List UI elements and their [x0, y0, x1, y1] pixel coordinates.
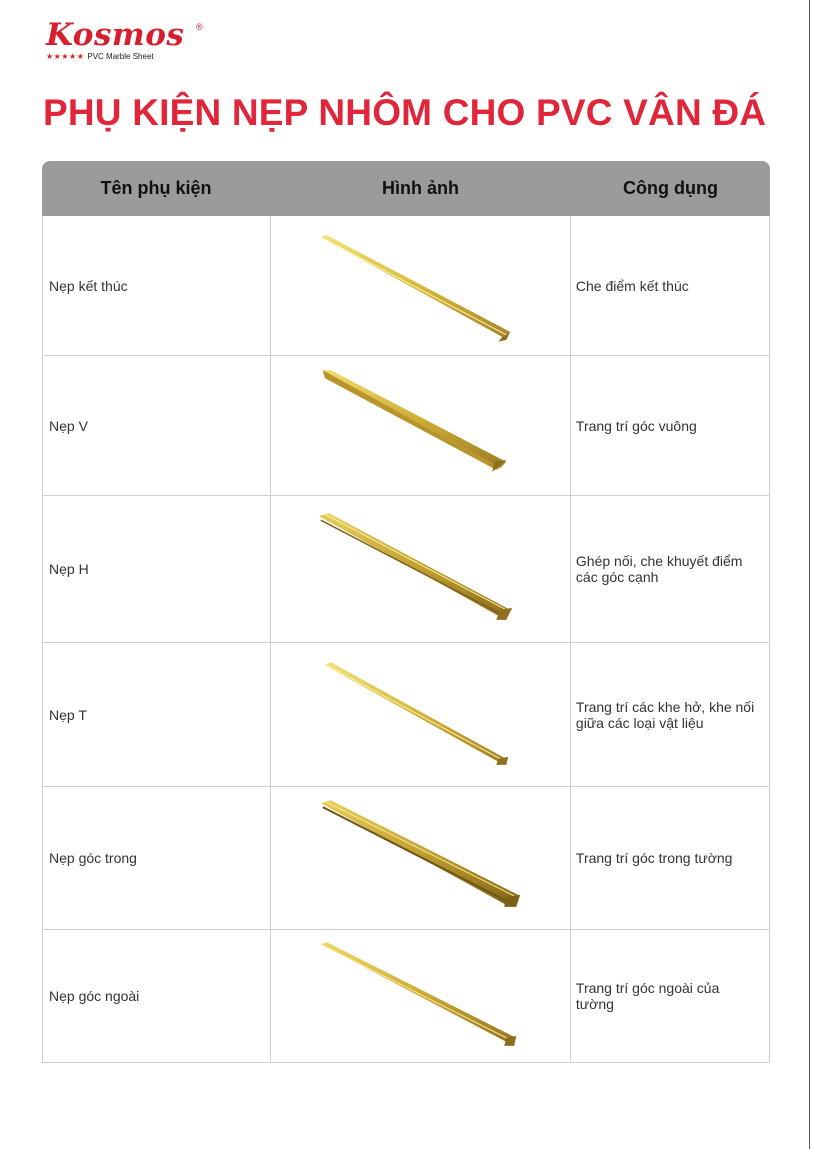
registered-mark: ® [196, 22, 203, 32]
gold-outer-corner-profile-icon [271, 930, 570, 1062]
star-rating-icon: ★★★★★ [46, 52, 85, 61]
table-header [42, 161, 770, 216]
page-edge-rule [809, 0, 810, 1149]
accessory-table [42, 161, 770, 1063]
page-title: PHỤ KIỆN NẸP NHÔM CHO PVC VÂN ĐÁ [43, 92, 767, 133]
table-row [42, 496, 770, 643]
table-row [42, 787, 770, 930]
row-image [270, 496, 571, 642]
row-name: Nẹp T [49, 706, 87, 723]
row-use: Trang trí góc ngoài của tường [575, 980, 720, 1012]
table-row [42, 643, 770, 787]
tagline-text: PVC Marble Sheet [87, 52, 154, 61]
row-name: Nẹp V [49, 417, 88, 434]
gold-end-trim-profile-icon [271, 216, 570, 355]
row-image [270, 356, 571, 495]
gold-h-joint-profile-icon [271, 496, 570, 642]
gold-v-angle-profile-icon [271, 356, 570, 495]
table-row [42, 356, 770, 496]
row-use: Che điểm kết thúc [575, 277, 689, 294]
row-use: Trang trí các khe hở, khe nối giữa các loại vật liệu [575, 698, 755, 731]
row-name: Nẹp kết thúc [49, 277, 128, 294]
header-use: Công dụng [623, 178, 718, 198]
logo-tagline [46, 52, 184, 62]
kosmos-logo [46, 17, 203, 62]
row-image [270, 643, 571, 786]
table-row [42, 930, 770, 1063]
row-image [270, 216, 571, 355]
row-name: Nẹp góc ngoài [49, 988, 140, 1004]
row-name: Nẹp góc trong [49, 850, 137, 866]
row-name: Nẹp H [49, 561, 89, 577]
gold-t-profile-icon [271, 643, 570, 786]
row-use: Ghép nối, che khuyết điểm các góc cạnh [575, 553, 743, 585]
gold-inner-corner-profile-icon [271, 787, 570, 929]
row-use: Trang trí góc vuông [575, 417, 697, 434]
row-image [270, 787, 571, 929]
header-image: Hình ảnh [382, 178, 459, 198]
table-row [42, 216, 770, 356]
row-use: Trang trí góc trong tường [575, 850, 733, 866]
row-image [270, 930, 571, 1062]
header-name: Tên phụ kiện [100, 178, 212, 198]
logo-wordmark: Kosmos [46, 17, 185, 53]
